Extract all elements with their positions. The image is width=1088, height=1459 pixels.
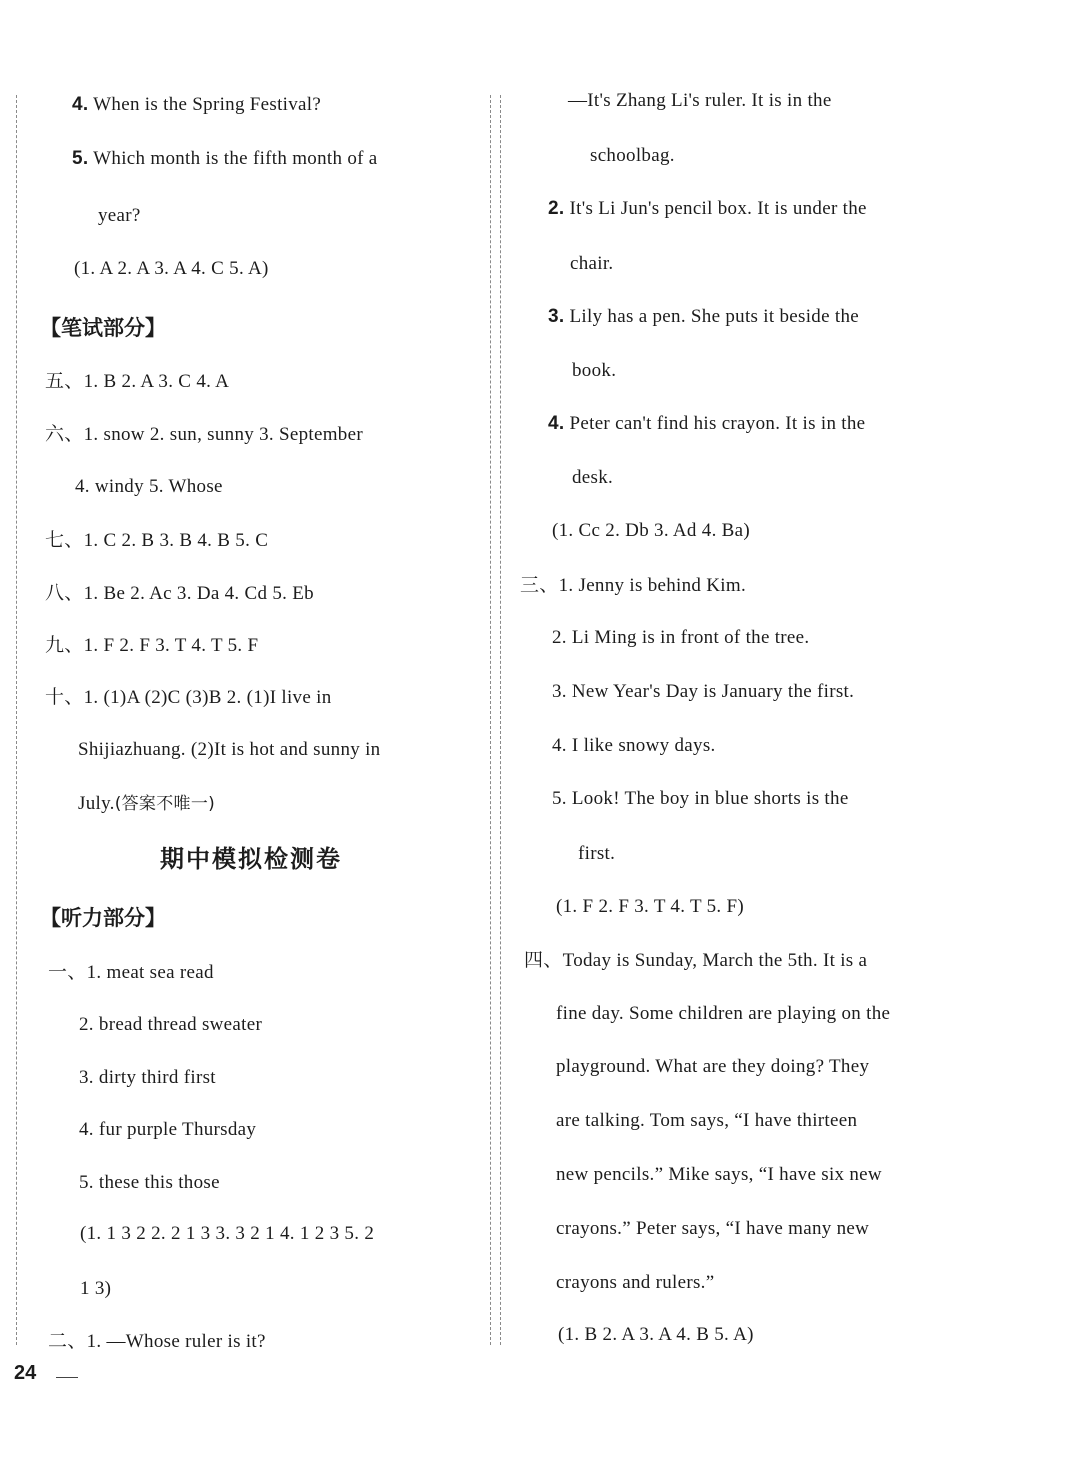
right-line: crayons.” Peter says, “I have many new (556, 1218, 870, 1239)
section-header-listening: 【听力部分】 (40, 906, 166, 930)
right-line: (1. F 2. F 3. T 4. T 5. F) (556, 896, 744, 917)
exam-title: 期中模拟检测卷 (160, 845, 342, 873)
right-line: 四、Today is Sunday, March the 5th. It is a (524, 949, 868, 971)
left-line: 六、1. snow 2. sun, sunny 3. September (45, 423, 363, 445)
right-line: chair. (570, 253, 614, 274)
right-line: 2. Li Ming is in front of the tree. (552, 627, 810, 648)
left-line: 2. bread thread sweater (79, 1014, 263, 1035)
column-divider-a (490, 95, 491, 1345)
left-line: 4. windy 5. Whose (75, 476, 223, 497)
page-number: 24 (14, 1362, 37, 1384)
left-line: 二、1. —Whose ruler is it? (48, 1330, 266, 1352)
left-line: 5. these this those (79, 1172, 220, 1193)
right-line: playground. What are they doing? They (556, 1056, 870, 1077)
left-line: year? (98, 205, 141, 226)
right-line: 三、1. Jenny is behind Kim. (520, 574, 746, 596)
right-line: desk. (572, 467, 614, 488)
page-number-dash (56, 1377, 78, 1378)
right-line: 4. Peter can't find his crayon. It is in the (548, 413, 866, 434)
left-margin-line (16, 95, 17, 1345)
right-line: book. (572, 360, 617, 381)
right-line: fine day. Some children are playing on the (556, 1003, 891, 1024)
column-divider-b (500, 95, 501, 1345)
left-line: July.(答案不唯一) (78, 793, 216, 814)
right-line: (1. B 2. A 3. A 4. B 5. A) (558, 1324, 754, 1345)
left-line: 八、1. Be 2. Ac 3. Da 4. Cd 5. Eb (45, 582, 314, 604)
right-line: crayons and rulers.” (556, 1272, 715, 1293)
left-line: 4. When is the Spring Festival? (72, 94, 322, 115)
left-line: 十、1. (1)A (2)C (3)B 2. (1)I live in (45, 686, 332, 708)
right-line: 2. It's Li Jun's pencil box. It is under the (548, 198, 867, 219)
right-line: new pencils.” Mike says, “I have six new (556, 1164, 882, 1185)
left-line: 3. dirty third first (79, 1067, 216, 1088)
left-line: (1. 1 3 2 2. 2 1 3 3. 3 2 1 4. 1 2 3 5. 2 (80, 1223, 375, 1244)
right-line: —It's Zhang Li's ruler. It is in the (568, 90, 832, 111)
right-line: schoolbag. (590, 145, 675, 166)
right-line: are talking. Tom says, “I have thirteen (556, 1110, 858, 1131)
section-header-written: 【笔试部分】 (40, 316, 166, 340)
right-line: first. (578, 843, 616, 864)
left-line: 1 3) (80, 1278, 112, 1299)
right-line: 3. New Year's Day is January the first. (552, 681, 855, 702)
right-line: 4. I like snowy days. (552, 735, 716, 756)
right-line: (1. Cc 2. Db 3. Ad 4. Ba) (552, 520, 751, 541)
left-line: 一、1. meat sea read (48, 961, 214, 983)
left-line: 九、1. F 2. F 3. T 4. T 5. F (45, 634, 259, 656)
left-line: (1. A 2. A 3. A 4. C 5. A) (74, 258, 269, 279)
left-line: Shijiazhuang. (2)It is hot and sunny in (78, 739, 381, 760)
left-line: 七、1. C 2. B 3. B 4. B 5. C (45, 529, 269, 551)
left-line: 4. fur purple Thursday (79, 1119, 257, 1140)
left-line: 五、1. B 2. A 3. C 4. A (45, 370, 230, 392)
left-line: 5. Which month is the fifth month of a (72, 148, 378, 169)
right-line: 5. Look! The boy in blue shorts is the (552, 788, 849, 809)
right-line: 3. Lily has a pen. She puts it beside the (548, 306, 860, 327)
